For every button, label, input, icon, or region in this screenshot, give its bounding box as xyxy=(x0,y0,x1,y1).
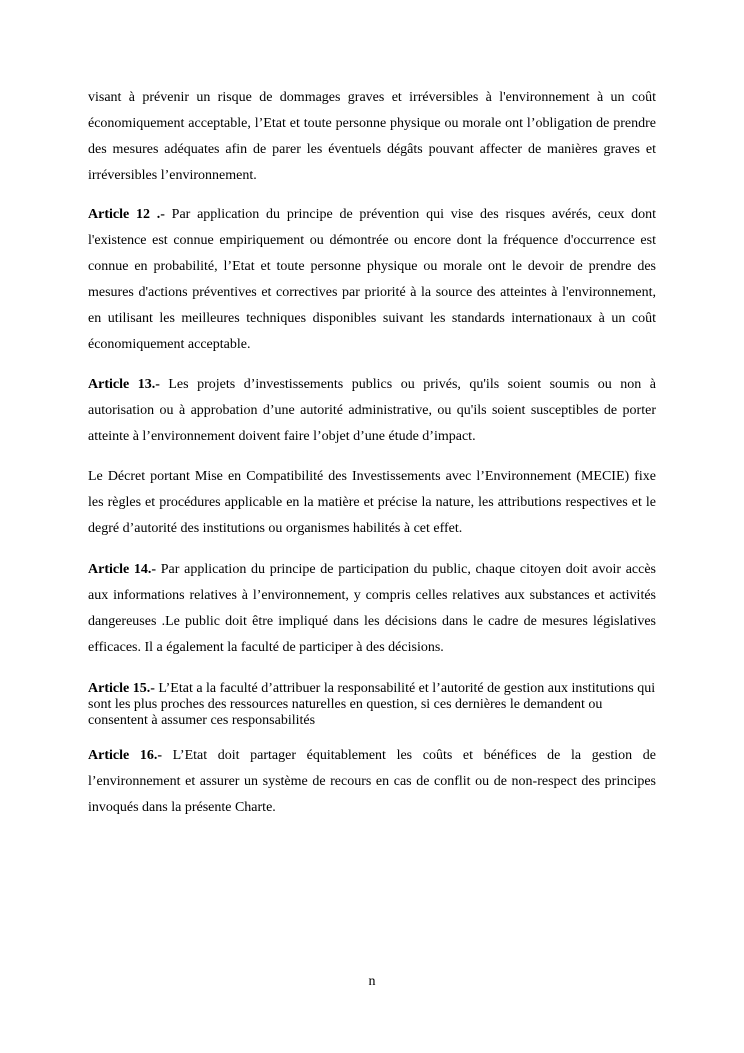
paragraph-text: Le Décret portant Mise en Compatibilité des Investissements avec l’Environnement (MECIE) fixe les règles et procédures applicable en la matière et précise la nature, les attributions respectives et le degré d’autorité des institutions ou organismes habilités à cet effet. xyxy=(88,469,656,536)
article-text: Par application du principe de participation du public, chaque citoyen doit avoir accès aux informations relatives à l’environnement, y compris celles relatives aux substances et activités dangereuses .Le public doit être impliqué dans les décisions dans le cadre de mesures législatives efficaces. Il a également la faculté de participer à des décisions. xyxy=(88,562,657,655)
article-12 xyxy=(88,202,656,358)
article-14 xyxy=(88,557,656,661)
article-label: Article 12 .- xyxy=(88,207,165,222)
article-text: L’Etat a la faculté d’attribuer la responsabilité et l’autorité de gestion aux institutions qui sont les plus proches des ressources naturelles en question, si ces dernières le demandent ou consentent à assumer ces responsabilités xyxy=(88,681,656,728)
article-16 xyxy=(88,743,656,821)
article-text: Les projets d’investissements publics ou privés, qu'ils soient soumis ou non à autorisation ou à approbation d’une autorité administrative, ou qu'ils soient susceptibles de porter atteinte à l’environnement doivent faire l’objet d’une étude d’impact. xyxy=(88,377,657,444)
article-15 xyxy=(88,681,656,729)
article-label: Article 14.- xyxy=(88,562,157,577)
paragraph-text: visant à prévenir un risque de dommages graves et irréversibles à l'environnement à un coût économiquement acceptable, l’Etat et toute personne physique ou morale ont l’obligation de prendre des mesures adéquates afin de parer les éventuels dégâts pouvant affecter de manières graves et irréversibles l’environnement. xyxy=(88,90,656,183)
page-number: n xyxy=(368,974,376,989)
article-label: Article 16.- xyxy=(88,748,162,763)
article-text: Par application du principe de prévention qui vise des risques avérés, ceux dont l'existence est connue empiriquement ou démontrée ou encore dont la fréquence d'occurrence est connue en probabilité, l’Etat et toute personne physique ou morale ont le devoir de prendre des mesures d'actions préventives et correctives par priorité à la source des atteintes à l'environnement, en utilisant les meilleures techniques disponibles suivant les standards internationaux à un coût économiquement acceptable. xyxy=(88,207,656,352)
article-13 xyxy=(88,372,656,450)
paragraph-continuation xyxy=(88,85,656,189)
article-label: Article 13.- xyxy=(88,377,160,392)
article-text: L’Etat doit partager équitablement les coûts et bénéfices de la gestion de l’environnement et assurer un système de recours en cas de conflit ou de non-respect des principes invoqués dans la présente Charte. xyxy=(88,748,657,815)
article-label: Article 15.- xyxy=(88,681,155,696)
paragraph-mecie xyxy=(88,464,656,542)
